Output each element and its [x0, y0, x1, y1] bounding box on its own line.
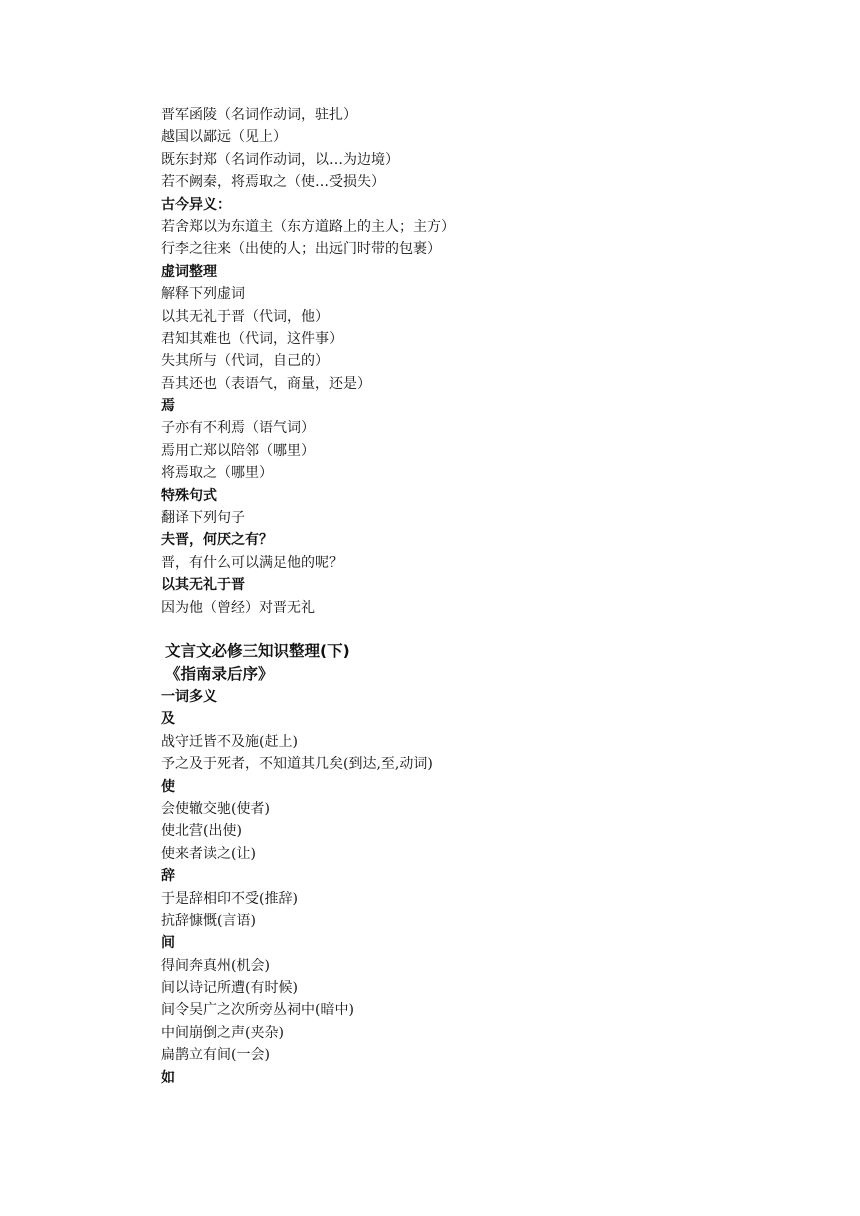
document-title: 文言文必修三知识整理(下) — [165, 641, 350, 660]
text-line: 于是辞相印不受(推辞) — [161, 890, 298, 907]
section-part-two — [161, 686, 821, 1089]
text-line: 战守迁皆不及施(赶上) — [161, 733, 298, 750]
text-line: 以其无礼于晋（代词，他） — [161, 308, 329, 325]
section-heading-line: 一词多义 — [161, 688, 217, 705]
text-line: 若不阙秦，将焉取之（使…受损失） — [161, 174, 385, 191]
section-heading-line: 以其无礼于晋 — [161, 577, 245, 594]
section-spacer — [161, 619, 821, 640]
section-part-one — [161, 104, 821, 619]
section-heading-line: 特殊句式 — [161, 487, 217, 504]
section-heading-line: 古今异义： — [161, 196, 231, 213]
text-line: 予之及于死者，不知道其几矣(到达,至,动词) — [161, 756, 433, 773]
text-line: 因为他（曾经）对晋无礼 — [161, 599, 315, 616]
document-page — [161, 104, 821, 1089]
document-subtitle: 《指南录后序》 — [165, 664, 274, 683]
text-line: 间令吴广之次所旁丛祠中(暗中) — [161, 1002, 354, 1019]
text-line: 解释下列虚词 — [161, 286, 245, 303]
section-heading-line: 辞 — [161, 868, 175, 885]
text-line: 君知其难也（代词，这件事） — [161, 330, 343, 347]
text-line: 越国以鄙远（见上） — [161, 129, 287, 146]
text-line: 使北营(出使) — [161, 823, 242, 840]
text-line: 得间奔真州(机会) — [161, 957, 270, 974]
text-line: 晋，有什么可以满足他的呢？ — [161, 554, 343, 571]
text-line: 焉用亡郑以陪邻（哪里） — [161, 442, 315, 459]
text-line: 既东封郑（名词作动词，以…为边境） — [161, 151, 399, 168]
text-line: 会使辙交驰(使者) — [161, 800, 270, 817]
section-heading-line: 焉 — [161, 398, 175, 415]
section-heading-line: 及 — [161, 711, 175, 728]
section-heading-line: 如 — [161, 1069, 175, 1086]
text-line: 翻译下列句子 — [161, 510, 245, 527]
section-heading-line: 夫晋，何厌之有？ — [161, 532, 273, 549]
section-heading-line: 间 — [161, 935, 175, 952]
section-heading-line: 使 — [161, 778, 175, 795]
text-line: 中间崩倒之声(夹杂) — [161, 1024, 284, 1041]
text-line: 晋军函陵（名词作动词，驻扎） — [161, 107, 357, 123]
text-line: 子亦有不利焉（语气词） — [161, 420, 315, 437]
text-line: 失其所与（代词，自己的） — [161, 353, 329, 370]
text-line: 间以诗记所遭(有时候) — [161, 980, 298, 997]
text-line: 使来者读之(让) — [161, 845, 256, 862]
text-line: 抗辞慷慨(言语) — [161, 912, 256, 929]
text-line: 若舍郑以为东道主（东方道路上的主人；主方） — [161, 218, 455, 235]
text-line: 扁鹊立有间(一会) — [161, 1047, 270, 1064]
text-line: 行李之往来（出使的人；出远门时带的包裹） — [161, 241, 441, 258]
section-heading-line: 虚词整理 — [161, 263, 217, 280]
text-line: 将焉取之（哪里） — [161, 465, 273, 482]
text-line: 吾其还也（表语气，商量，还是） — [161, 375, 371, 392]
